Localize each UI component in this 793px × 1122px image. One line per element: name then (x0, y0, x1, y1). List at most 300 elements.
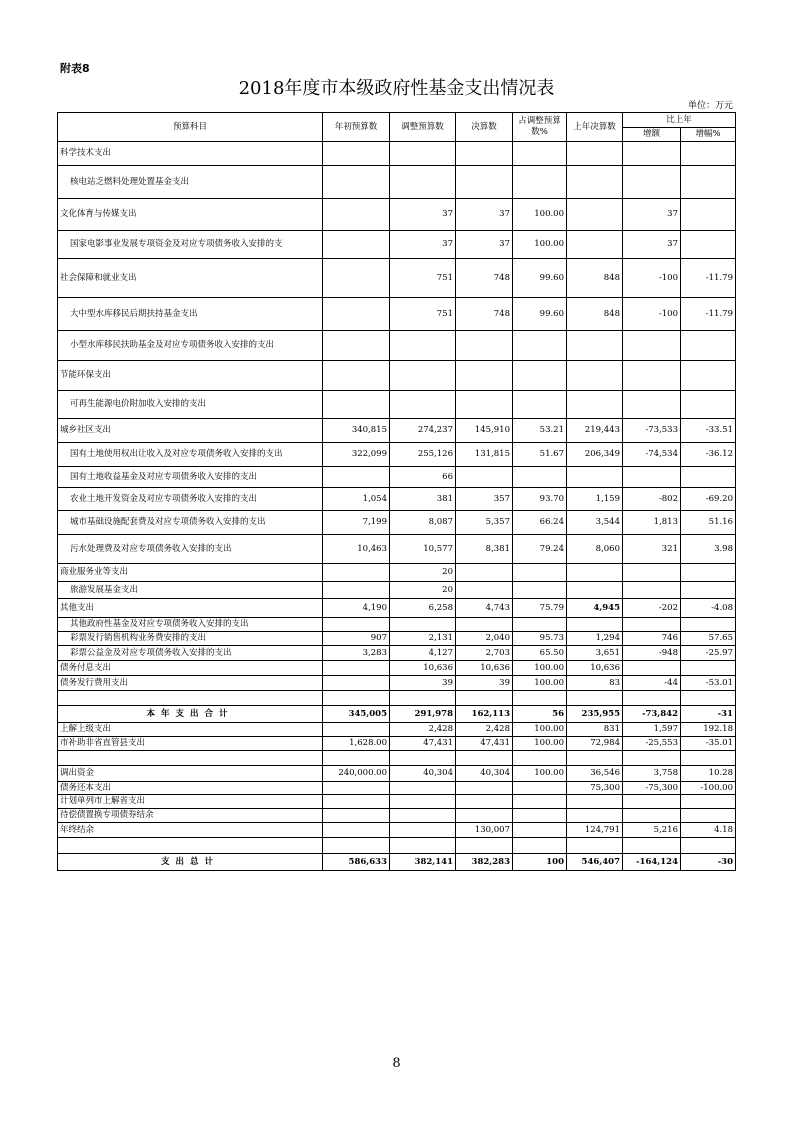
cell-value: -75,300 (623, 782, 681, 795)
cell-value (513, 391, 567, 419)
cell-value: 1,054 (323, 488, 390, 511)
cell-value (456, 751, 513, 766)
row-label: 污水处理费及对应专项债务收入安排的支出 (58, 535, 323, 564)
row-label: 核电站乏燃料处理处置基金支出 (58, 166, 323, 199)
cell-value: -11.79 (681, 259, 736, 298)
row-label: 其他政府性基金及对应专项债务收入安排的支出 (58, 618, 323, 632)
table-row (58, 142, 736, 166)
cell-value (323, 564, 390, 582)
cell-value (567, 795, 623, 809)
cell-value: 357 (456, 488, 513, 511)
cell-value: -802 (623, 488, 681, 511)
header-vs-last-year: 比上年 (623, 113, 736, 128)
cell-value (323, 142, 390, 166)
table-row (58, 782, 736, 795)
cell-value (567, 691, 623, 706)
cell-value: 79.24 (513, 535, 567, 564)
cell-value: 56 (513, 706, 567, 723)
cell-value: 291,978 (390, 706, 456, 723)
table-row (58, 823, 736, 838)
table-row (58, 599, 736, 618)
cell-value (681, 582, 736, 599)
cell-value: -33.51 (681, 419, 736, 443)
cell-value (681, 661, 736, 676)
cell-value (513, 751, 567, 766)
header-increase-pct: 增幅% (681, 128, 736, 142)
cell-value: 4,945 (567, 599, 623, 618)
cell-value: -73,533 (623, 419, 681, 443)
cell-value: 746 (623, 632, 681, 646)
cell-value: 65.50 (513, 646, 567, 661)
cell-value (323, 231, 390, 259)
cell-value: 382,283 (456, 854, 513, 871)
cell-value: 99.60 (513, 259, 567, 298)
cell-value (390, 166, 456, 199)
unit-label: 单位：万元 (687, 101, 733, 111)
cell-value: 95.73 (513, 632, 567, 646)
cell-value (681, 691, 736, 706)
row-label: 旅游发展基金支出 (58, 582, 323, 599)
cell-value (390, 361, 456, 391)
cell-value (323, 166, 390, 199)
cell-value (623, 618, 681, 632)
header-last-year-final: 上年决算数 (567, 113, 623, 142)
cell-value: 546,407 (567, 854, 623, 871)
cell-value: 586,633 (323, 854, 390, 871)
cell-value (390, 782, 456, 795)
cell-value (567, 361, 623, 391)
header-initial-budget: 年初预算数 (323, 113, 390, 142)
cell-value (390, 751, 456, 766)
cell-value (323, 838, 390, 854)
cell-value: 124,791 (567, 823, 623, 838)
cell-value: 37 (390, 199, 456, 231)
cell-value: 751 (390, 298, 456, 331)
cell-value: 100.00 (513, 661, 567, 676)
table-row (58, 199, 736, 231)
cell-value: 10,577 (390, 535, 456, 564)
cell-value (323, 199, 390, 231)
table-row (58, 331, 736, 361)
cell-value: 51.16 (681, 511, 736, 535)
cell-value (623, 809, 681, 823)
cell-value (681, 199, 736, 231)
cell-value (681, 361, 736, 391)
cell-value: 907 (323, 632, 390, 646)
row-label: 大中型水库移民后期扶持基金支出 (58, 298, 323, 331)
cell-value (323, 391, 390, 419)
cell-value (623, 661, 681, 676)
cell-value (456, 691, 513, 706)
cell-value: 2,428 (390, 723, 456, 737)
cell-value (567, 166, 623, 199)
cell-value (456, 838, 513, 854)
cell-value (681, 809, 736, 823)
cell-value: 1,597 (623, 723, 681, 737)
cell-value: 40,304 (390, 766, 456, 782)
cell-value: 37 (390, 231, 456, 259)
cell-value (456, 795, 513, 809)
row-label (58, 751, 323, 766)
cell-value (323, 467, 390, 488)
cell-value: 66.24 (513, 511, 567, 535)
cell-value: -100 (623, 298, 681, 331)
table-row (58, 564, 736, 582)
row-label: 农业土地开发资金及对应专项债务收入安排的支出 (58, 488, 323, 511)
table-row (58, 737, 736, 751)
row-label: 支出总计 (58, 854, 323, 871)
cell-value: 848 (567, 259, 623, 298)
cell-value (513, 809, 567, 823)
row-label: 本年支出合计 (58, 706, 323, 723)
cell-value (513, 838, 567, 854)
row-label: 商业服务业等支出 (58, 564, 323, 582)
cell-value: -44 (623, 676, 681, 691)
cell-value: 274,237 (390, 419, 456, 443)
cell-value: 748 (456, 259, 513, 298)
cell-value (456, 142, 513, 166)
cell-value (681, 391, 736, 419)
cell-value: 39 (456, 676, 513, 691)
cell-value: 100.00 (513, 199, 567, 231)
table-row (58, 391, 736, 419)
cell-value (513, 618, 567, 632)
cell-value (623, 691, 681, 706)
row-label: 社会保障和就业支出 (58, 259, 323, 298)
cell-value (513, 331, 567, 361)
cell-value (456, 564, 513, 582)
cell-value (681, 166, 736, 199)
cell-value (390, 838, 456, 854)
cell-value: 7,199 (323, 511, 390, 535)
table-row (58, 854, 736, 871)
header-adjusted-budget: 调整预算数 (390, 113, 456, 142)
cell-value (681, 331, 736, 361)
cell-value (567, 331, 623, 361)
cell-value: 40,304 (456, 766, 513, 782)
row-label: 国家电影事业发展专项资金及对应专项债务收入安排的支 (58, 231, 323, 259)
cell-value (623, 391, 681, 419)
table-row (58, 166, 736, 199)
cell-value (456, 391, 513, 419)
row-label: 科学技术支出 (58, 142, 323, 166)
cell-value: 75,300 (567, 782, 623, 795)
expenditure-table (57, 112, 736, 871)
cell-value (390, 618, 456, 632)
cell-value (567, 564, 623, 582)
cell-value: 3,283 (323, 646, 390, 661)
cell-value (623, 751, 681, 766)
table-row (58, 535, 736, 564)
cell-value (513, 823, 567, 838)
cell-value (681, 142, 736, 166)
cell-value: 3,544 (567, 511, 623, 535)
cell-value: 37 (456, 199, 513, 231)
cell-value: 340,815 (323, 419, 390, 443)
cell-value (323, 809, 390, 823)
cell-value: 66 (390, 467, 456, 488)
row-label (58, 838, 323, 854)
cell-value (323, 361, 390, 391)
table-row (58, 632, 736, 646)
cell-value: 75.79 (513, 599, 567, 618)
cell-value (513, 361, 567, 391)
cell-value: -69.20 (681, 488, 736, 511)
cell-value: 57.65 (681, 632, 736, 646)
cell-value: 4,127 (390, 646, 456, 661)
cell-value (567, 391, 623, 419)
table-row (58, 795, 736, 809)
cell-value: 192.18 (681, 723, 736, 737)
cell-value: 2,428 (456, 723, 513, 737)
cell-value (323, 259, 390, 298)
cell-value (456, 582, 513, 599)
table-row (58, 361, 736, 391)
row-label: 债务发行费用支出 (58, 676, 323, 691)
row-label: 待偿债置换专项债券结余 (58, 809, 323, 823)
cell-value: 20 (390, 582, 456, 599)
cell-value: -36.12 (681, 443, 736, 467)
cell-value: 10,636 (390, 661, 456, 676)
cell-value: -25,553 (623, 737, 681, 751)
cell-value: 1,628.00 (323, 737, 390, 751)
cell-value: 4,743 (456, 599, 513, 618)
cell-value: 5,216 (623, 823, 681, 838)
row-label: 文化体育与传媒支出 (58, 199, 323, 231)
cell-value: -100 (623, 259, 681, 298)
cell-value: 1,294 (567, 632, 623, 646)
cell-value: 4,190 (323, 599, 390, 618)
cell-value (513, 564, 567, 582)
cell-value (513, 582, 567, 599)
row-label: 彩票公益金及对应专项债务收入安排的支出 (58, 646, 323, 661)
cell-value (323, 823, 390, 838)
cell-value (390, 331, 456, 361)
row-label: 市补助非省直管县支出 (58, 737, 323, 751)
cell-value (681, 838, 736, 854)
cell-value: 6,258 (390, 599, 456, 618)
cell-value (623, 795, 681, 809)
cell-value (623, 582, 681, 599)
cell-value (681, 564, 736, 582)
cell-value (623, 361, 681, 391)
cell-value (567, 231, 623, 259)
table-row (58, 838, 736, 854)
cell-value: -164,124 (623, 854, 681, 871)
cell-value (681, 467, 736, 488)
cell-value (456, 331, 513, 361)
cell-value: 100.00 (513, 723, 567, 737)
cell-value: -11.79 (681, 298, 736, 331)
cell-value (513, 795, 567, 809)
row-label: 城市基础设施配套费及对应专项债务收入安排的支出 (58, 511, 323, 535)
cell-value: 219,443 (567, 419, 623, 443)
cell-value (456, 618, 513, 632)
table-row (58, 419, 736, 443)
row-label: 国有土地收益基金及对应专项债务收入安排的支出 (58, 467, 323, 488)
cell-value: 381 (390, 488, 456, 511)
cell-value: 100 (513, 854, 567, 871)
row-label: 调出资金 (58, 766, 323, 782)
table-row (58, 661, 736, 676)
cell-value: 345,005 (323, 706, 390, 723)
cell-value: 255,126 (390, 443, 456, 467)
cell-value: -53.01 (681, 676, 736, 691)
cell-value: 99.60 (513, 298, 567, 331)
cell-value (390, 795, 456, 809)
table-row (58, 618, 736, 632)
cell-value: -25.97 (681, 646, 736, 661)
cell-value: -4.08 (681, 599, 736, 618)
cell-value: 53.21 (513, 419, 567, 443)
cell-value (513, 691, 567, 706)
cell-value (513, 782, 567, 795)
table-row (58, 298, 736, 331)
cell-value: 162,113 (456, 706, 513, 723)
cell-value (390, 391, 456, 419)
cell-value (681, 795, 736, 809)
cell-value: -100.00 (681, 782, 736, 795)
cell-value: 2,703 (456, 646, 513, 661)
cell-value: 751 (390, 259, 456, 298)
row-label: 节能环保支出 (58, 361, 323, 391)
table-row (58, 751, 736, 766)
cell-value: 322,099 (323, 443, 390, 467)
cell-value: 2,131 (390, 632, 456, 646)
cell-value: 130,007 (456, 823, 513, 838)
cell-value (513, 467, 567, 488)
cell-value: -202 (623, 599, 681, 618)
page-title: 2018年度市本级政府性基金支出情况表 (238, 78, 555, 99)
cell-value: 748 (456, 298, 513, 331)
cell-value: 39 (390, 676, 456, 691)
cell-value: 235,955 (567, 706, 623, 723)
cell-value (323, 661, 390, 676)
row-label: 可再生能源电价附加收入安排的支出 (58, 391, 323, 419)
cell-value (323, 331, 390, 361)
cell-value: 382,141 (390, 854, 456, 871)
cell-value (567, 809, 623, 823)
cell-value: -74,534 (623, 443, 681, 467)
cell-value: 3,651 (567, 646, 623, 661)
cell-value (513, 166, 567, 199)
table-row (58, 467, 736, 488)
cell-value: 100.00 (513, 676, 567, 691)
cell-value (567, 142, 623, 166)
cell-value: 1,813 (623, 511, 681, 535)
cell-value: 10,463 (323, 535, 390, 564)
cell-value: 37 (456, 231, 513, 259)
cell-value: 47,431 (390, 737, 456, 751)
cell-value: 240,000.00 (323, 766, 390, 782)
cell-value: 321 (623, 535, 681, 564)
row-label: 城乡社区支出 (58, 419, 323, 443)
cell-value (623, 166, 681, 199)
cell-value: 8,087 (390, 511, 456, 535)
cell-value: 47,431 (456, 737, 513, 751)
cell-value: 3.98 (681, 535, 736, 564)
cell-value (513, 142, 567, 166)
cell-value (623, 142, 681, 166)
cell-value (681, 751, 736, 766)
table-row (58, 511, 736, 535)
cell-value (623, 838, 681, 854)
cell-value: 10,636 (567, 661, 623, 676)
row-label: 国有土地使用权出让收入及对应专项债务收入安排的支出 (58, 443, 323, 467)
table-row (58, 259, 736, 298)
row-label: 债务还本支出 (58, 782, 323, 795)
cell-value: 2,040 (456, 632, 513, 646)
cell-value (323, 582, 390, 599)
table-row (58, 676, 736, 691)
cell-value (390, 691, 456, 706)
cell-value (323, 723, 390, 737)
cell-value: -948 (623, 646, 681, 661)
cell-value (323, 782, 390, 795)
cell-value: 3,758 (623, 766, 681, 782)
cell-value: -73,842 (623, 706, 681, 723)
table-row (58, 809, 736, 823)
cell-value: 848 (567, 298, 623, 331)
row-label: 年终结余 (58, 823, 323, 838)
cell-value: 37 (623, 199, 681, 231)
cell-value (567, 618, 623, 632)
cell-value (623, 564, 681, 582)
cell-value: -30 (681, 854, 736, 871)
cell-value (456, 782, 513, 795)
cell-value (323, 691, 390, 706)
cell-value (567, 582, 623, 599)
cell-value: 37 (623, 231, 681, 259)
cell-value (323, 298, 390, 331)
row-label: 彩票发行销售机构业务费安排的支出 (58, 632, 323, 646)
cell-value (323, 676, 390, 691)
cell-value (567, 199, 623, 231)
cell-value: 8,060 (567, 535, 623, 564)
cell-value: 100.00 (513, 231, 567, 259)
cell-value (567, 751, 623, 766)
cell-value: 4.18 (681, 823, 736, 838)
cell-value: 10.28 (681, 766, 736, 782)
header-increase-amount: 增额 (623, 128, 681, 142)
table-row (58, 723, 736, 737)
cell-value: 36,546 (567, 766, 623, 782)
cell-value (390, 823, 456, 838)
cell-value: 145,910 (456, 419, 513, 443)
table-row (58, 766, 736, 782)
attachment-label: 附表8 (60, 62, 90, 75)
cell-value (390, 809, 456, 823)
cell-value: 72,984 (567, 737, 623, 751)
table-row (58, 443, 736, 467)
cell-value (681, 231, 736, 259)
cell-value: 5,357 (456, 511, 513, 535)
table-row (58, 231, 736, 259)
cell-value (456, 467, 513, 488)
cell-value: 20 (390, 564, 456, 582)
header-pct-of-adjusted: 占调整预算数% (513, 113, 567, 142)
cell-value (623, 331, 681, 361)
cell-value: 1,159 (567, 488, 623, 511)
table-row (58, 706, 736, 723)
cell-value (456, 361, 513, 391)
cell-value (323, 751, 390, 766)
cell-value: -31 (681, 706, 736, 723)
cell-value: 100.00 (513, 737, 567, 751)
cell-value: 8,381 (456, 535, 513, 564)
row-label: 债务付息支出 (58, 661, 323, 676)
header-final-accounts: 决算数 (456, 113, 513, 142)
